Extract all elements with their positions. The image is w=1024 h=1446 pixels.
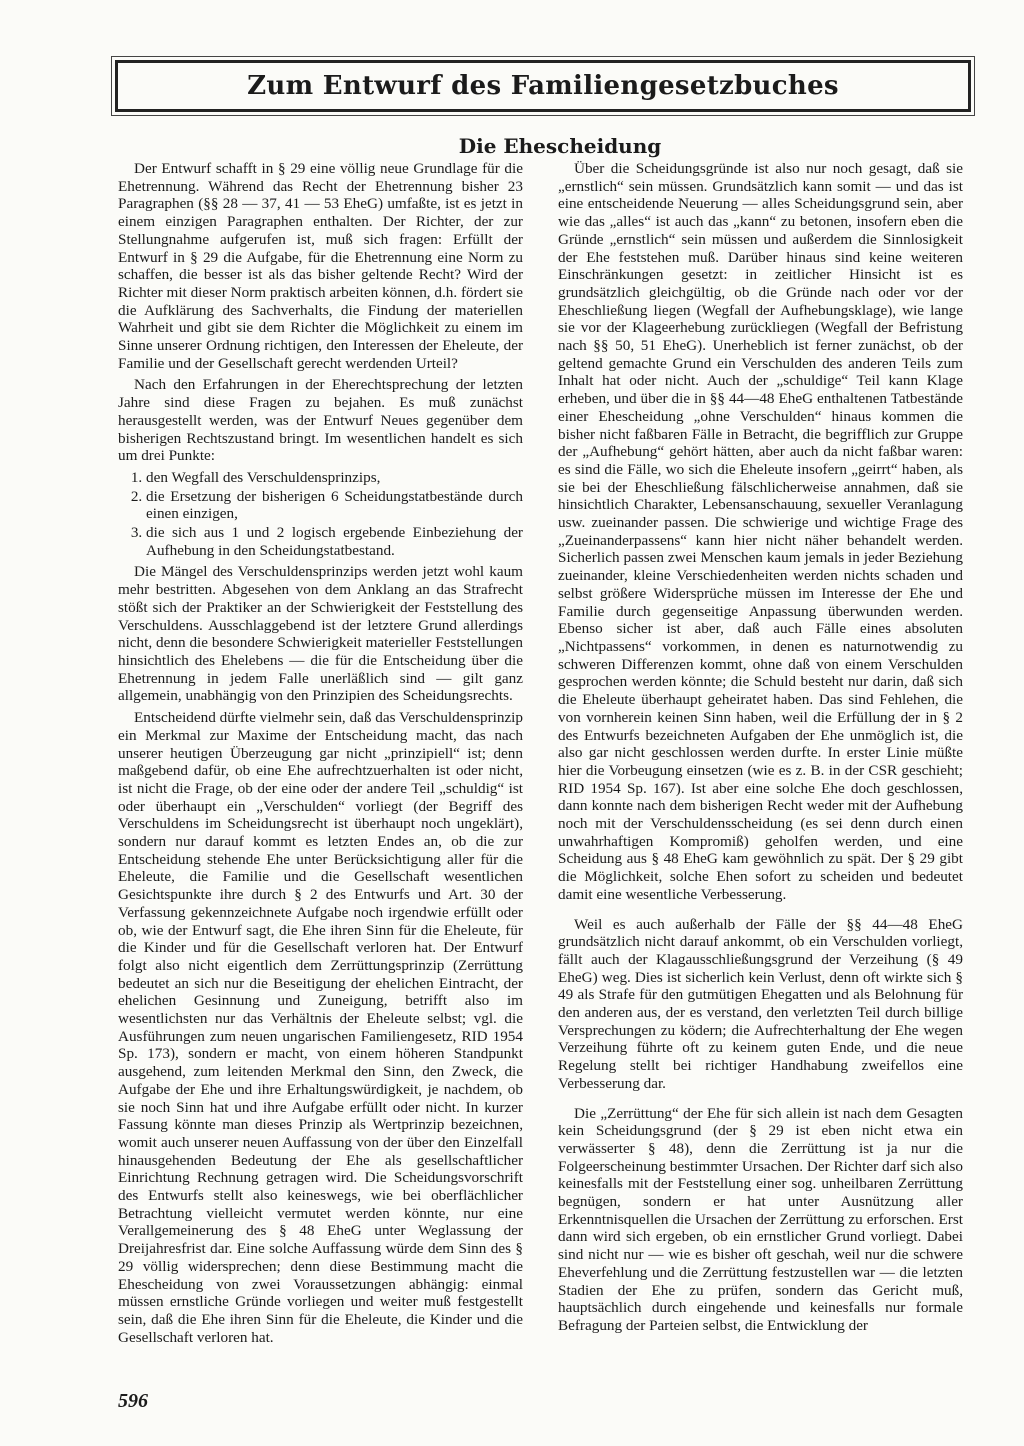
- list-item: 2. die Ersetzung der bisherigen 6 Scheidungstatbestände durch einen einzigen,: [146, 488, 523, 523]
- paragraph: Weil es auch außerhalb der Fälle der §§ 44—48 EheG grundsätzlich nicht darauf ankommt, ob ein Verschulden vorliegt, fällt auch der Klagausschließungsgrund der Verzeihung (§ 49 EheG) weg. Dies ist sicherlich kein Verlust, denn oft wirkte sich § 49 als Strafe für den gutmütigen Ehegatten und als Belohnung für den anderen aus, der es verstand, den verletzten Teil durch billige Versprechungen zu ködern; die Aufrechterhaltung der Ehe wegen Verzeihung führte oft zu keinem guten Ende, und die neue Regelung stellt bei richtiger Handhabung zweifellos eine Verbesserung dar.: [558, 915, 963, 1092]
- paragraph: Die Mängel des Verschuldensprinzips werden jetzt wohl kaum mehr bestritten. Abgesehen von dem Anklang an das Strafrecht stößt sich der Praktiker an der Schwierigkeit der Feststellung des Verschuldens. Ausschlaggebend ist der letztere Grund allerdings nicht, denn die besondere Schwierigkeit materieller Feststellungen hinsichtlich des Ehelebens — die für die Entscheidung über die Ehetrennung in jedem Falle unerläßlich sind — gilt ganz allgemein, unabhängig von den Prinzipien des Scheidungsrechts.: [118, 563, 523, 705]
- page-header-box: [115, 60, 971, 112]
- page-title: Zum Entwurf des Familiengesetzbuches: [247, 71, 839, 101]
- paragraph: Entscheidend dürfte vielmehr sein, daß das Verschuldensprinzip ein Merkmal zur Maxime der Entscheidung macht, das nach unserer heutigen Überzeugung gar nicht „prinzipiell“ ist; denn maßgebend dafür, ob eine Ehe aufrechtzuerhalten ist oder nicht, ist nicht die Frage, ob der eine oder der andere Teil „schuldig“ ist oder überhaupt ein „Verschulden“ vorliegt (der Begriff des Verschuldens im Scheidungsrecht ist überhaupt noch ungeklärt), sondern nur darauf kommt es letzten Endes an, ob die zur Entscheidung stehende Ehe unter Berücksichtigung aller für die Eheleute, die Familie und die Gesellschaft wesentlichen Gesichtspunkte ihre durch § 2 des Entwurfs und Art. 30 der Verfassung gekennzeichnete Aufgabe noch irgendwie erfüllt oder ob, wie der Entwurf sagt, die Ehe ihren Sinn für die Eheleute, für die Kinder und für die Gesellschaft verloren hat. Der Entwurf folgt also nicht eigentlich dem Zerrüttungsprinzip (Zerrüttung bedeutet an sich nur die Beseitigung der ehelichen Eintracht, der ehelichen Gesinnung und Zuneigung, betrifft also im wesentlichsten nur das Verhältnis der Eheleute selbst; vgl. die Ausführungen zum neuen ungarischen Familiengesetz, RID 1954 Sp. 173), sondern er macht, von einem höheren Standpunkt ausgehend, zum leitenden Merkmal den Sinn, den Zweck, die Aufgabe der Ehe und ihre Erhaltungswürdigkeit, je nachdem, ob sie noch Sinn hat und ihre Aufgabe erfüllt oder nicht. In kurzer Fassung könnte man dieses Prinzip als Wertprinzip bezeichnen, womit auch unserer neuen Auffassung von der über den Einzelfall hinausgehenden Bedeutung der Ehe als gesellschaftlicher Einrichtung Rechnung getragen wird. Die Scheidungsvorschrift des Entwurfs stellt also keineswegs, wie bei oberflächlicher Betrachtung vielleicht vermutet werden könnte, nur eine Verallgemeinerung des § 48 EheG unter Weglassung der Dreijahresfrist dar. Eine solche Auffassung würde dem Sinn des § 29 völlig widersprechen; denn diese Bestimmung macht die Ehescheidung von zwei Voraussetzungen abhängig: einmal müssen ernstliche Gründe vorliegen und weiter muß festgestellt sein, daß die Ehe ihren Sinn für die Eheleute, die Kinder und die Gesellschaft verloren hat.: [118, 709, 524, 1346]
- paragraph: Über die Scheidungsgründe ist also nur noch gesagt, daß sie „ernstlich“ sein müssen. Grundsätzlich kann somit — und das ist eine entscheidende Neuerung — alles Scheidungsgrund sein, aber wie das „alles“ ist auch das „kann“ zu betonen, insofern eben die Gründe „ernstlich“ sein müssen und außerdem die Sinnlosigkeit der Ehe feststehen muß. Darüber hinaus sind keine weiteren Einschränkungen gesetzt: in zeitlicher Hinsicht ist es grundsätzlich gleichgültig, ob die Gründe nach oder vor der Eheschließung liegen (Wegfall der Aufhebungsklage), wie lange sie vor der Klageerhebung zurückliegen (Wegfall der Befristung nach §§ 50, 51 EheG). Unerheblich ist ferner zunächst, ob der geltend gemachte Grund ein Verschulden des anderen Teils zum Inhalt hat oder nicht. Auch der „schuldige“ Teil kann Klage erheben, und über die in §§ 44—48 EheG enthaltenen Tatbestände einer Ehescheidung „ohne Verschulden“ hinaus kommen die bisher nicht faßbaren Fälle in Betracht, die begrifflich zur Gruppe der „Aufhebung“ gehört hätten, aber auch da nicht faßbar waren: es sind die Fälle, wo sich die Eheleute insofern „geirrt“ haben, als sie bei der Eheschließung fälschlicherweise annahmen, daß sie hinsichtlich Charakter, Lebensanschauung, sexueller Veranlagung usw. zueinander passen. Die schwierige und wichtige Frage des „Zueinanderpassens“ kann hier nicht näher behandelt werden. Sicherlich passen zwei Menschen kaum jemals in jeder Beziehung zueinander, kleine Verschiedenheiten werden nichts schaden und selbst größere Widersprüche müssen im Interesse der Ehe und Familie durch gegenseitige Anpassung überwunden werden. Ebenso sicher ist aber, daß auch Fälle eines absoluten „Nichtpassens“ vorkommen, in denen es naturnotwendig zu schweren Differenzen kommt, ohne daß von einem Verschulden gesprochen werden könnte; die Schuld besteht nur darin, daß sich die Eheleute überhaupt geheiratet haben. Das sind Fehlehen, die von vornherein keinen Sinn haben, weil die Erfüllung der in § 2 des Entwurfs bezeichneten Aufgaben der Ehe unmöglich ist, die also gar nicht geschlossen werden durfte. In erster Linie müßte hier die Vorbeugung einsetzen (wie es z. B. in der CSR geschieht; RID 1954 Sp. 167). Ist aber eine solche Ehe doch geschlossen, dann konnte nach dem bisherigen Recht weder mit der Aufhebung noch mit der Verschuldensscheidung (es sei denn durch einen unwahrhaftigen Kompromiß) geholfen werden, und eine Scheidung aus § 48 EheG kam gewöhnlich zu spät. Der § 29 gibt die Möglichkeit, solche Ehen sofort zu scheiden und bedeutet damit eine wesentliche Verbesserung.: [558, 160, 963, 903]
- paragraph: Nach den Erfahrungen in der Eherechtsprechung der letzten Jahre sind diese Fragen zu bejahen. Es muß zunächst herausgestellt werden, was der Entwurf Neues gegenüber dem bisherigen Rechtszustand bringt. Im wesentlichen handelt es sich um drei Punkte:: [118, 376, 523, 465]
- numbered-list: [118, 469, 523, 560]
- list-item: 3. die sich aus 1 und 2 logisch ergebende Einbeziehung der Aufhebung in den Scheidungstatbestand.: [146, 524, 523, 559]
- list-item: 1. den Wegfall des Verschuldensprinzips,: [146, 469, 523, 487]
- section-title: Die Ehescheidung: [458, 134, 662, 158]
- left-column: [118, 160, 523, 1350]
- paragraph: Die „Zerrüttung“ der Ehe für sich allein ist nach dem Gesagten kein Scheidungsgrund (der § 29 ist eben nicht etwa ein verwässerter § 48), denn die Zerrüttung ist ja nur die Folgeerscheinung bestimmter Ursachen. Der Richter darf sich also keinesfalls mit der Feststellung einer sog. unheilbaren Zerrüttung begnügen, sondern er hat unter Ausnützung aller Erkenntnisquellen die Ursachen der Zerrüttung zu erforschen. Erst dann wird sich ergeben, ob ein ernstlicher Grund vorliegt. Dabei sind nicht nur — wie es bisher oft geschah, weil nur die schwere Eheverfehlung und die Zerrüttung festzustellen war — die letzten Stadien der Ehe zu prüfen, sondern das Gericht muß, hauptsächlich durch eingehende und keinesfalls nur formale Befragung der Parteien selbst, die Entwicklung der: [558, 1104, 963, 1334]
- page-number: 596: [118, 1390, 148, 1412]
- right-column: [558, 160, 963, 1339]
- paragraph: Der Entwurf schafft in § 29 eine völlig neue Grundlage für die Ehetrennung. Während das Recht der Ehetrennung bisher 23 Paragraphen (§§ 28 — 37, 41 — 53 EheG) umfaßte, ist es jetzt in einem einzigen Paragraphen enthalten. Der Richter, der zur Stellungnahme aufgerufen ist, muß sich fragen: Erfüllt der Entwurf in § 29 die Aufgabe, für die Ehetrennung eine Norm zu schaffen, die besser ist als das bisher geltende Recht? Wird der Richter mit dieser Norm praktisch arbeiten können, d.h. fördert sie die Aufklärung des Sachverhalts, die Findung der materiellen Wahrheit und gibt sie dem Richter die Möglichkeit zu einem im Sinne unserer Ordnung richtigen, den Interessen der Eheleute, der Familie und der Gesellschaft gerecht werdenden Urteil?: [118, 160, 523, 372]
